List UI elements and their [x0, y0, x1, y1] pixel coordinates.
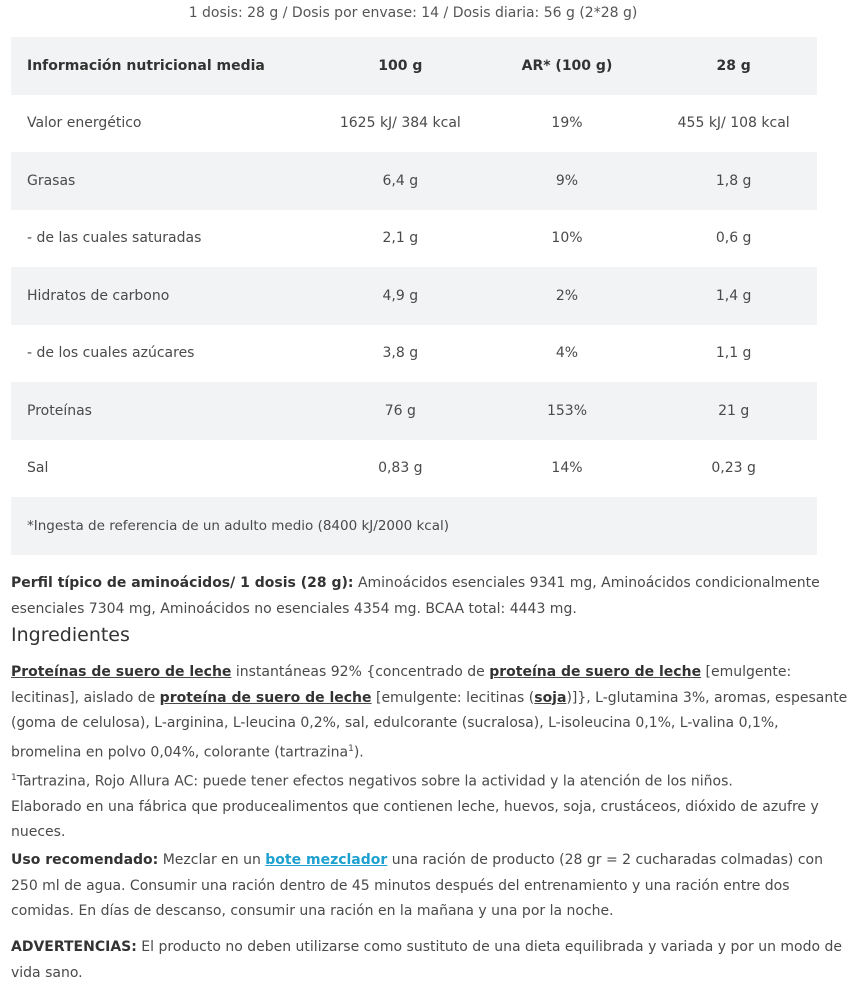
ingredients-text: [emulgente: lecitinas], aislado de: [11, 664, 792, 706]
amino-profile: [11, 571, 851, 622]
footnote-marker: 1: [11, 772, 17, 783]
amino-label: Perfil típico de aminoácidos/ 1 dosis (28 g):: [11, 575, 354, 591]
table-row: [11, 325, 817, 383]
ingredients-title: Ingredientes: [11, 624, 130, 646]
row-label: Hidratos de carbono: [11, 267, 317, 325]
cell-100g: 0,83 g: [317, 440, 484, 498]
allergen-whey-1: Proteínas de suero de leche: [11, 664, 232, 680]
cell-28g: 1,4 g: [650, 267, 817, 325]
header-info: Información nutricional media: [11, 37, 317, 95]
table-row: [11, 210, 817, 268]
cell-ar: 2%: [484, 267, 651, 325]
row-label: - de las cuales saturadas: [11, 210, 317, 268]
cell-28g: 21 g: [650, 382, 817, 440]
table-row: [11, 267, 817, 325]
header-100g: 100 g: [317, 37, 484, 95]
cell-28g: 0,23 g: [650, 440, 817, 498]
dose-info: 1 dosis: 28 g / Dosis por envase: 14 / Dosis diaria: 56 g (2*28 g): [188, 5, 638, 21]
ingredients-text: [emulgente: lecitinas (: [371, 689, 535, 706]
table-row: [11, 152, 817, 210]
usage-label: Uso recomendado:: [11, 852, 159, 868]
usage-section: [11, 848, 851, 925]
table-row: [11, 440, 817, 498]
usage-text: Mezclar en un: [158, 852, 266, 868]
usage-text: una ración de producto (28 gr = 2 cucharadas colmadas) con 250 ml de agua. Consumir una ración dentro de 45 minutos después del entrenamiento y una ración entre dos comidas. En días de descanso, consumir una ración en la mañana y una por la noche.: [11, 852, 823, 919]
table-row: [11, 95, 817, 153]
row-label: - de los cuales azúcares: [11, 325, 317, 383]
table-row: [11, 382, 817, 440]
cell-ar: 10%: [484, 210, 651, 268]
factory-allergen-note: Elaborado en una fábrica que producealimentos que contienen leche, huevos, soja, crustáceos, dióxido de azufre y nueces.: [11, 798, 819, 841]
cell-ar: 4%: [484, 325, 651, 383]
ingredients-text: )]}, L-glutamina 3%, aromas, espesante (goma de celulosa), L-arginina, L-leucina 0,2%, sal, edulcorante (sucralosa), L-isoleucina 0,1%, L-valina 0,1%, bromelina en polvo 0,04%, colorante (tartrazina: [11, 689, 848, 761]
cell-ar: 9%: [484, 152, 651, 210]
cell-100g: 6,4 g: [317, 152, 484, 210]
cell-100g: 1625 kJ/ 384 kcal: [317, 95, 484, 153]
cell-100g: 2,1 g: [317, 210, 484, 268]
amino-text: Aminoácidos esenciales 9341 mg, Aminoácidos condicionalmente esenciales 7304 mg, Aminoácidos no esenciales 4354 mg. BCAA total: 4443 mg.: [11, 575, 820, 617]
table-footnote: *Ingesta de referencia de un adulto medio (8400 kJ/2000 kcal): [11, 497, 817, 555]
nutrition-table: [11, 37, 817, 555]
cell-100g: 4,9 g: [317, 267, 484, 325]
warnings-section: [11, 935, 851, 986]
cell-28g: 1,1 g: [650, 325, 817, 383]
cell-ar: 153%: [484, 382, 651, 440]
cell-100g: 76 g: [317, 382, 484, 440]
warnings-text: El producto no deben utilizarse como sustituto de una dieta equilibrada y variada y por un modo de vida sano.: [11, 939, 842, 981]
header-28g: 28 g: [650, 37, 817, 95]
cell-ar: 19%: [484, 95, 651, 153]
row-label: Valor energético: [11, 95, 317, 153]
ingredients-list: [11, 660, 851, 846]
allergen-whey-3: proteína de suero de leche: [159, 689, 372, 706]
cell-100g: 3,8 g: [317, 325, 484, 383]
cell-28g: 455 kJ/ 108 kcal: [650, 95, 817, 153]
cell-28g: 0,6 g: [650, 210, 817, 268]
table-footnote-row: [11, 497, 817, 555]
table-header-row: [11, 37, 817, 95]
row-label: Grasas: [11, 152, 317, 210]
ingredients-text: instantáneas 92% {concentrado de: [231, 664, 490, 680]
warnings-label: ADVERTENCIAS:: [11, 939, 137, 955]
allergen-whey-2: proteína de suero de leche: [489, 664, 702, 680]
cell-28g: 1,8 g: [650, 152, 817, 210]
row-label: Proteínas: [11, 382, 317, 440]
allergen-soja: soja: [534, 689, 567, 706]
header-ar: AR* (100 g): [484, 37, 651, 95]
row-label: Sal: [11, 440, 317, 498]
shaker-link[interactable]: bote mezclador: [265, 852, 388, 868]
cell-ar: 14%: [484, 440, 651, 498]
ingredients-text: ).: [353, 744, 364, 761]
footnote-marker: 1: [348, 743, 354, 754]
tartrazine-note: Tartrazina, Rojo Allura AC: puede tener efectos negativos sobre la actividad y la atención de los niños.: [16, 773, 733, 790]
